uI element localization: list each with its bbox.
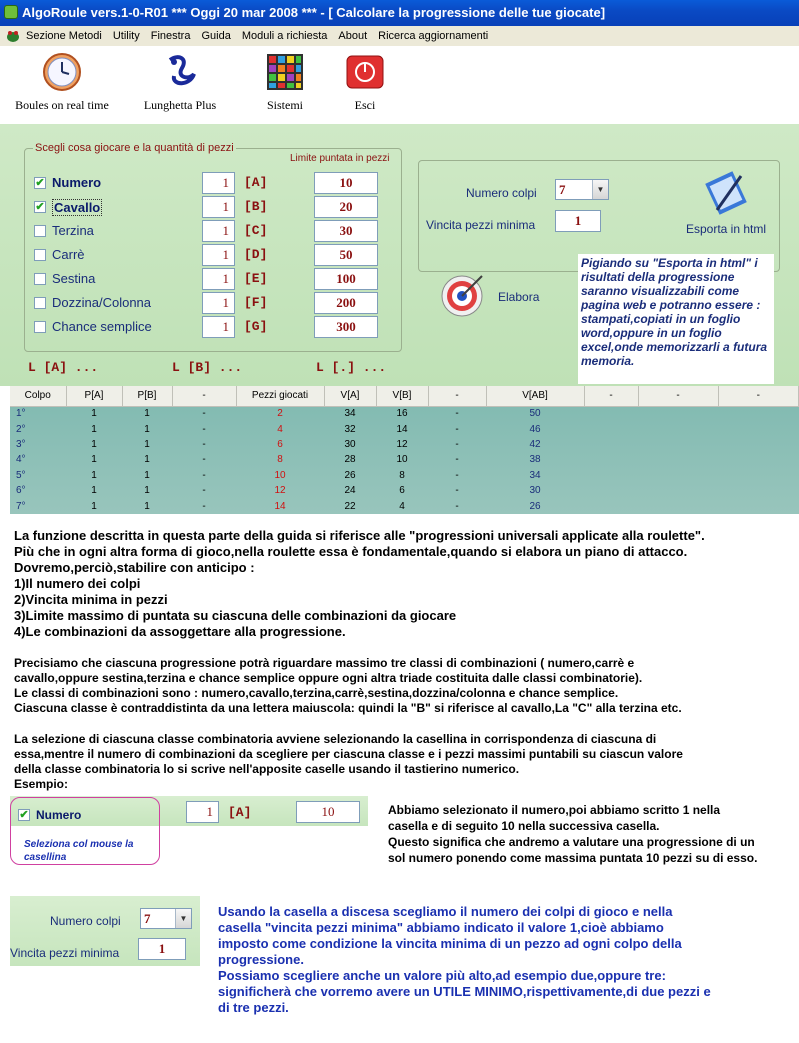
sistemi-button[interactable]: Sistemi: [250, 52, 320, 113]
export-button[interactable]: [680, 170, 772, 240]
terzina-letter: [C]: [244, 223, 268, 238]
grid-cell: 8: [277, 454, 283, 466]
grid-cell: 12: [274, 485, 286, 497]
grid-cell: 1: [144, 485, 150, 497]
dozzina-label: Dozzina/Colonna: [52, 295, 152, 310]
chevron-down-icon[interactable]: ▼: [592, 180, 608, 199]
chevron-down-icon[interactable]: ▼: [175, 909, 191, 928]
menu-ricerca[interactable]: Ricerca aggiornamenti: [378, 30, 489, 42]
col-pa[interactable]: P[A]: [66, 386, 122, 406]
grid-cell: -: [202, 469, 206, 481]
row-chance: [34, 316, 394, 338]
grid-cell: 2°: [16, 423, 26, 435]
app-icon: [4, 5, 18, 19]
grid-cell: -: [455, 500, 459, 512]
grid-cell: 32: [344, 423, 356, 435]
cavallo-checkbox[interactable]: ✔: [35, 201, 45, 213]
esci-button[interactable]: Esci: [340, 52, 390, 113]
selection-paragraph: La selezione di ciascuna classe combinatoria avviene selezionando la casellina in corrispondenza di ciascuna di essa,mentre il numero di combinazioni da scegliere per ciascuna classe e i pezzi massimi puntabili su ciascun valore della classe combinatoria lo si scrive nell'apposite caselle usando il tastierino numerico. Esempio:: [14, 732, 683, 791]
grid-cell: 38: [529, 454, 541, 466]
grid-cell: -: [202, 423, 206, 435]
col-vab[interactable]: V[AB]: [486, 386, 584, 406]
table-row[interactable]: [10, 468, 799, 483]
classes-paragraph: Precisiamo che ciascuna progressione potrà riguardare massimo tre classi di combinazioni ( numero,carrè e cavallo,oppure sestina,terzina e chance semplice oppure ogni altra triade costituita dalle classi combinatorie). Le classi di combinazioni sono : numero,cavallo,terzina,carrè,sestina,dozzina/colonna e chance semplice. Ciascuna classe è contraddistinta da una lettera maiuscola: quindi la "B" si riferisce al cavallo,La "C" alla terzina etc.: [14, 656, 682, 715]
grid-cell: 1: [91, 454, 97, 466]
grid-cell: [638, 406, 718, 421]
example-vincita-label: Vincita pezzi minima: [10, 946, 120, 960]
carre-qty-input[interactable]: 1: [202, 244, 235, 266]
grid-cell: [584, 421, 638, 436]
cavallo-limit-input[interactable]: 20: [314, 196, 378, 218]
col-dash4[interactable]: -: [638, 386, 718, 406]
grid-cell: -: [455, 438, 459, 450]
chance-label: Chance semplice: [52, 319, 152, 334]
dozzina-letter: [F]: [244, 295, 268, 310]
grid-cell: -: [202, 454, 206, 466]
terzina-checkbox[interactable]: [34, 225, 46, 237]
grid-cell: -: [455, 469, 459, 481]
cavallo-letter: [B]: [244, 199, 268, 214]
export-note: Pigiando su "Esporta in html" i risultati della progressione saranno visualizzabili come pagina web e potranno essere : stampati,copiati in un foglio word,oppure in un foglio excel,onde memorizzarli a futura memoria.: [578, 254, 774, 384]
vincita-label: Vincita pezzi minima: [426, 218, 536, 232]
dozzina-checkbox[interactable]: [34, 297, 46, 309]
grid-cell: -: [202, 500, 206, 512]
example-label: Numero: [36, 808, 82, 822]
chance-qty-input[interactable]: 1: [202, 316, 235, 338]
row-dozzina: [34, 292, 394, 314]
menu-about[interactable]: About: [338, 30, 368, 42]
grid-cell: [638, 498, 718, 513]
results-grid: [10, 386, 799, 514]
grid-cell: 1: [91, 408, 97, 420]
grid-cell: 1: [91, 485, 97, 497]
example-colpi-select[interactable]: 7 ▼: [140, 908, 192, 929]
grid-cell: 1: [91, 438, 97, 450]
grid-cell: [584, 498, 638, 513]
toolbar: [0, 46, 799, 124]
menu-bar: [0, 26, 799, 46]
table-row[interactable]: [10, 437, 799, 452]
grid-cell: [584, 468, 638, 483]
grid-cell: 1: [91, 423, 97, 435]
row-terzina: [34, 220, 394, 242]
l-a-label: L [A] ...: [28, 360, 99, 375]
terzina-limit-input[interactable]: 30: [314, 220, 378, 242]
limit-label: Limite puntata in pezzi: [290, 153, 390, 164]
boules-button[interactable]: Boules on real time: [6, 52, 118, 113]
power-icon: [345, 52, 385, 92]
terzina-label: Terzina: [52, 223, 94, 238]
carre-letter: [D]: [244, 247, 268, 262]
grid-cell: 4: [399, 500, 405, 512]
l-dot-label: L [.] ...: [316, 360, 387, 375]
grid-cell: 26: [529, 500, 541, 512]
grid-cell: 10: [396, 454, 408, 466]
numero-checkbox[interactable]: ✔: [35, 177, 45, 189]
table-row[interactable]: [10, 421, 799, 436]
grid-cell: -: [455, 454, 459, 466]
grid-cell: 5°: [16, 469, 26, 481]
grid-cell: [718, 406, 799, 421]
sestina-label: Sestina: [52, 271, 96, 286]
elabora-label: Elabora: [498, 290, 540, 304]
example-settings-panel: [10, 896, 200, 966]
table-row[interactable]: [10, 406, 799, 421]
grid-cell: 4: [277, 423, 283, 435]
grid-cell: 30: [344, 438, 356, 450]
table-row[interactable]: [10, 452, 799, 467]
cavallo-label: Cavallo: [54, 200, 101, 215]
grid-cell: 4°: [16, 454, 26, 466]
grid-cell: 8: [399, 469, 405, 481]
grid-cell: 14: [274, 500, 286, 512]
example-limit-input[interactable]: 10: [296, 801, 360, 823]
grid-cell: 1: [91, 500, 97, 512]
clock-icon: [42, 52, 82, 92]
carre-limit-input[interactable]: 50: [314, 244, 378, 266]
grid-cell: [584, 406, 638, 421]
menu-finestra[interactable]: Finestra: [150, 30, 191, 42]
grid-cell: -: [455, 408, 459, 420]
grid-cell: 22: [344, 500, 356, 512]
grid-cell: [584, 452, 638, 467]
grid-cell: 28: [344, 454, 356, 466]
chance-limit-input[interactable]: 300: [314, 316, 378, 338]
sestina-letter: [E]: [244, 271, 268, 286]
grid-cell: 24: [344, 485, 356, 497]
grid-cell: [638, 421, 718, 436]
intro-paragraph: La funzione descritta in questa parte della guida si riferisce alle "progressioni universali applicate alla roulette". Più che in ogni altra forma di gioco,nella roulette essa è fondamentale,quando si elabora un piano di attacco. Dovremo,perciò,stabilire con anticipo : 1)Il numero dei colpi 2)Vincita minima in pezzi 3)Limite massimo di puntata su ciascuna delle combinazioni da giocare 4)Le combinazioni da assoggettare alla progressione.: [14, 528, 705, 639]
grid-cell: 1: [144, 454, 150, 466]
grid-cell: 3°: [16, 438, 26, 450]
results-table: [10, 386, 799, 514]
grid-cell: 42: [529, 438, 541, 450]
col-pb[interactable]: P[B]: [122, 386, 172, 406]
numero-colpi-label: Numero colpi: [466, 186, 537, 200]
grid-cell: [718, 468, 799, 483]
col-dash1[interactable]: -: [172, 386, 236, 406]
example-hint: Seleziona col mouse la casellina: [24, 839, 134, 863]
grid-cell: 26: [344, 469, 356, 481]
export-label: Esporta in html: [685, 222, 767, 236]
sestina-checkbox[interactable]: [34, 273, 46, 285]
grid-cell: -: [455, 423, 459, 435]
carre-label: Carrè: [52, 247, 85, 262]
example-blue-note: Usando la casella a discesa scegliamo il numero dei colpi di gioco e nella casella "vincita pezzi minima" abbiamo indicato il valore 1,cioè abbiamo imposto come condizione la vincita minima di un pezzo ad ogni colpo della progressione. Possiamo scegliere anche un valore più alto,ad esempio due,oppure tre: significherà che vorremo avere un UTILE MINIMO,rispettivamente,di due pezzi e di tre pezzi.: [218, 904, 711, 1015]
lottery-icon: [160, 52, 200, 92]
col-va[interactable]: V[A]: [324, 386, 376, 406]
grid-cell: -: [455, 485, 459, 497]
grid-cell: 1: [144, 438, 150, 450]
title-bar: [0, 0, 799, 26]
l-b-label: L [B] ...: [172, 360, 243, 375]
grid-cell: [638, 483, 718, 498]
row-numero: [34, 172, 394, 194]
grid-cell: 1: [144, 500, 150, 512]
grid-cell: 34: [344, 408, 356, 420]
row-cavallo: [34, 196, 394, 218]
grid-cell: [718, 421, 799, 436]
progression-panel: [0, 124, 799, 386]
numero-label: Numero: [52, 175, 102, 190]
lunghetta-button[interactable]: Lunghetta Plus: [130, 52, 230, 113]
chance-checkbox[interactable]: [34, 321, 46, 333]
grid-cell: 1: [144, 423, 150, 435]
menu-moduli[interactable]: Moduli a richiesta: [241, 30, 328, 42]
cavallo-qty-input[interactable]: 1: [202, 196, 235, 218]
grid-cell: [584, 437, 638, 452]
sestina-qty-input[interactable]: 1: [202, 268, 235, 290]
grid-cell: 1: [91, 469, 97, 481]
grid-cell: 1: [144, 469, 150, 481]
col-dash2[interactable]: -: [428, 386, 486, 406]
grid-cell: 6: [399, 485, 405, 497]
grid-cell: 2: [277, 408, 283, 420]
col-dash5[interactable]: -: [718, 386, 799, 406]
elabora-button[interactable]: [440, 272, 550, 322]
example-qty-input[interactable]: 1: [186, 801, 219, 823]
grid-cell: [718, 437, 799, 452]
grid-cell: 16: [396, 408, 408, 420]
grid-cell: -: [202, 438, 206, 450]
grid-cell: 6: [277, 438, 283, 450]
menu-utility[interactable]: Utility: [112, 30, 140, 42]
numero-limit-input[interactable]: 10: [314, 172, 378, 194]
grid-cell: 7°: [16, 500, 26, 512]
grid-cell: -: [202, 408, 206, 420]
grid-cell: 30: [529, 485, 541, 497]
table-row[interactable]: [10, 483, 799, 498]
grid-cell: 1: [144, 408, 150, 420]
col-dash3[interactable]: -: [584, 386, 638, 406]
grid-body: [10, 406, 799, 514]
notepad-pen-icon: [701, 170, 751, 216]
grid-cell: [718, 452, 799, 467]
dozzina-qty-input[interactable]: 1: [202, 292, 235, 314]
example-colpi-label: Numero colpi: [50, 914, 121, 928]
grid-header-row: [10, 386, 799, 406]
dozzina-limit-input[interactable]: 200: [314, 292, 378, 314]
example-description: Abbiamo selezionato il numero,poi abbiamo scritto 1 nella casella e di seguito 10 nella successiva casella. Questo significa che andremo a valutare una progressione di un sol numero ponendo come massima puntata 10 pezzi su di esso.: [388, 803, 758, 865]
example-checkbox[interactable]: ✔: [19, 809, 29, 821]
chance-letter: [G]: [244, 319, 268, 334]
grid-icon: [265, 52, 305, 92]
col-vb[interactable]: V[B]: [376, 386, 428, 406]
table-row[interactable]: [10, 498, 799, 513]
grid-cell: [638, 437, 718, 452]
numero-letter: [A]: [244, 175, 268, 190]
app-menu-icon[interactable]: [5, 29, 21, 43]
grid-cell: 50: [529, 408, 541, 420]
row-carre: [34, 244, 394, 266]
vincita-input[interactable]: 1: [555, 210, 601, 232]
grid-cell: 34: [529, 469, 541, 481]
grid-cell: 6°: [16, 485, 26, 497]
grid-cell: 46: [529, 423, 541, 435]
numero-qty-input[interactable]: 1: [202, 172, 235, 194]
row-sestina: [34, 268, 394, 290]
menu-sezione-metodi[interactable]: Sezione Metodi: [26, 30, 102, 42]
grid-cell: [638, 468, 718, 483]
menu-guida[interactable]: Guida: [201, 30, 231, 42]
sestina-limit-input[interactable]: 100: [314, 268, 378, 290]
numero-colpi-select[interactable]: 7 ▼: [555, 179, 609, 200]
group-legend: Scegli cosa giocare e la quantità di pezzi: [35, 142, 234, 154]
grid-cell: 14: [396, 423, 408, 435]
grid-cell: [584, 483, 638, 498]
col-colpo[interactable]: Colpo: [10, 386, 66, 406]
carre-checkbox[interactable]: [34, 249, 46, 261]
grid-cell: [718, 483, 799, 498]
window-title: AlgoRoule vers.1-0-R01 *** Oggi 20 mar 2008 *** - [ Calcolare la progressione delle tue giocate]: [22, 5, 606, 20]
grid-cell: [718, 498, 799, 513]
target-icon: [440, 272, 486, 318]
grid-cell: 1°: [16, 408, 26, 420]
grid-cell: [638, 452, 718, 467]
example-letter: [A]: [228, 805, 252, 820]
grid-cell: -: [202, 485, 206, 497]
grid-cell: 10: [274, 469, 286, 481]
example-vincita-input[interactable]: 1: [138, 938, 186, 960]
col-pezzi[interactable]: Pezzi giocati: [236, 386, 324, 406]
terzina-qty-input[interactable]: 1: [202, 220, 235, 242]
grid-cell: 12: [396, 438, 408, 450]
